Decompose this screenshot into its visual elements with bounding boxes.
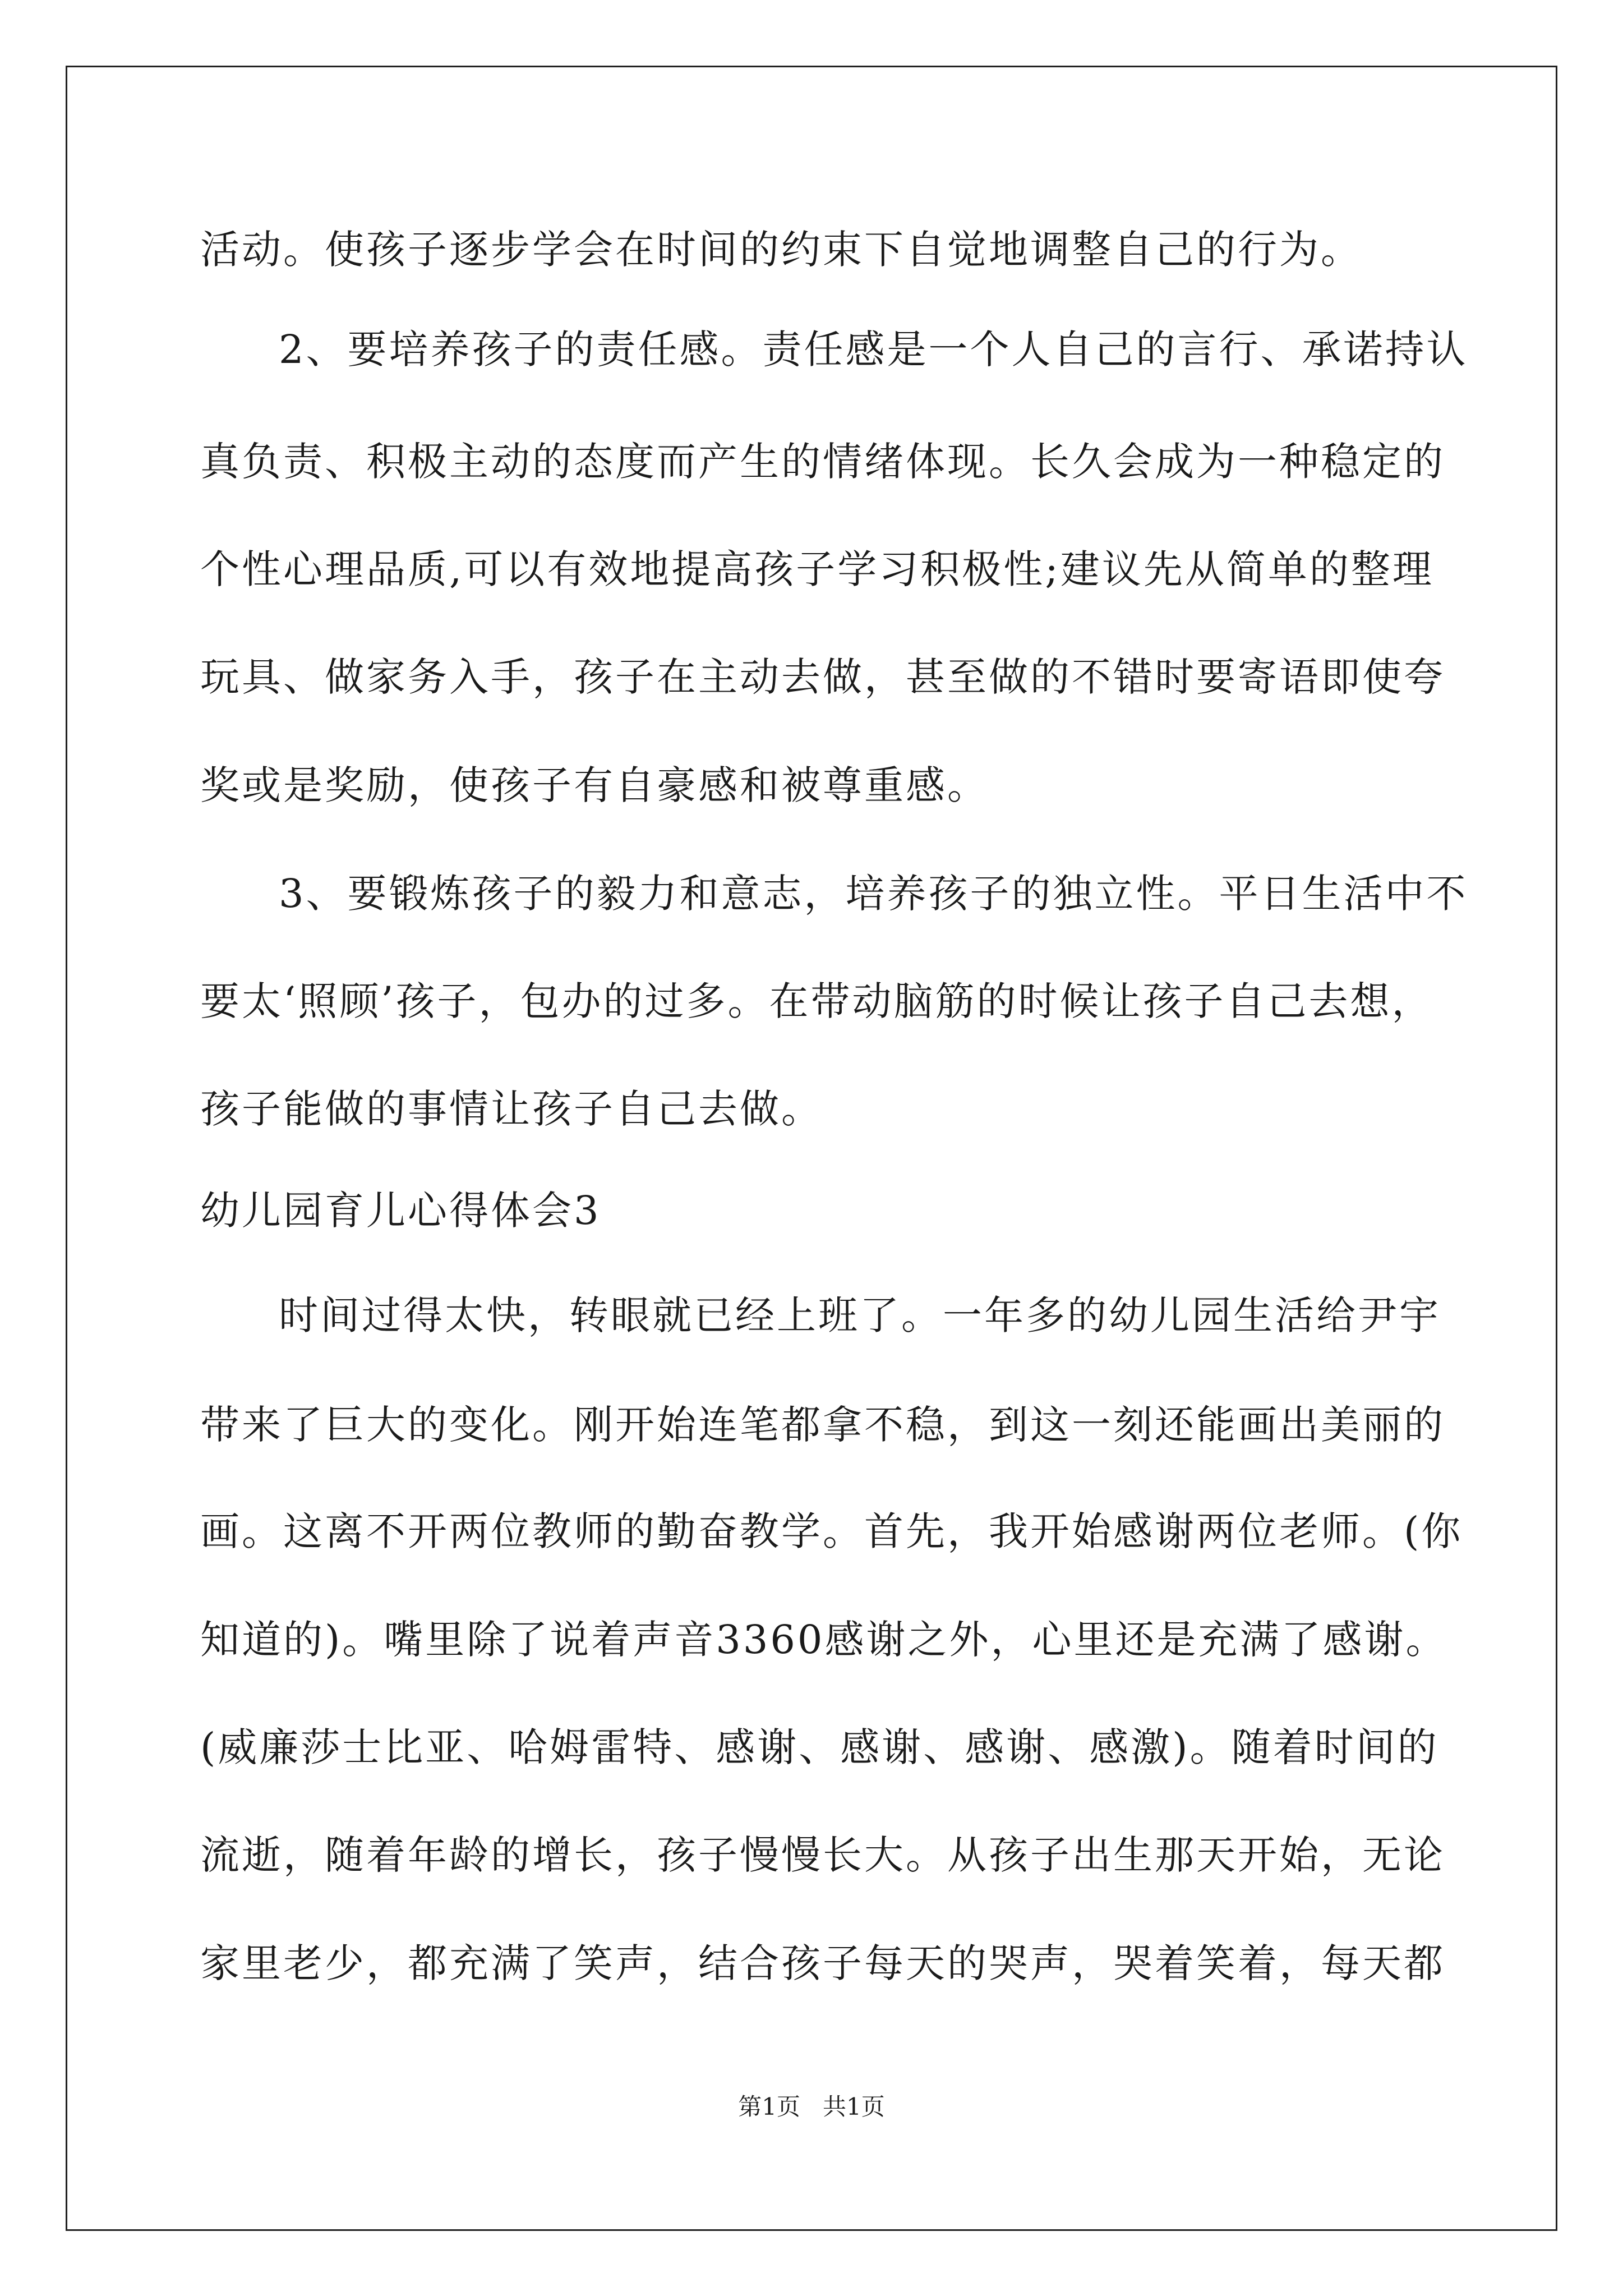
text-line-8: 要太‘照顾’孩子，包办的过多。在带动脑筋的时候让孩子自己去想， [200,978,1433,1024]
text-line-17: 家里老少，都充满了笑声，结合孩子每天的哭声，哭着笑着，每天都 [200,1940,1445,1986]
text-line-7: 3、要锻炼孩子的毅力和意志，培养孩子的独立性。平日生活中不 [279,871,1468,917]
text-line-5: 玩具、做家务入手，孩子在主动去做，甚至做的不错时要寄语即使夸 [200,654,1445,700]
page-footer: 第1页 共1页 [738,2093,885,2120]
text-line-11: 时间过得太快，转眼就已经上班了。一年多的幼儿园生活给尹宇 [279,1292,1441,1338]
text-line-3: 真负责、积极主动的态度而产生的情绪体现。长久会成为一种稳定的 [200,439,1445,485]
text-line-9: 孩子能做的事情让孩子自己去做。 [200,1086,823,1132]
section-heading: 幼儿园育儿心得体会3 [200,1188,601,1234]
text-line-15: (威廉莎士比亚、哈姆雷特、感谢、感谢、感谢、感激)。随着时间的 [200,1724,1439,1770]
text-line-1: 活动。使孩子逐步学会在时间的约束下自觉地调整自己的行为。 [200,227,1362,273]
text-line-12: 带来了巨大的变化。刚开始连笔都拿不稳，到这一刻还能画出美丽的 [200,1402,1445,1448]
text-line-16: 流逝，随着年龄的增长，孩子慢慢长大。从孩子出生那天开始，无论 [200,1832,1445,1878]
text-line-14: 知道的)。嘴里除了说着声音3360感谢之外，心里还是充满了感谢。 [200,1617,1447,1663]
text-line-6: 奖或是奖励，使孩子有自豪感和被尊重感。 [200,762,989,808]
text-line-2: 2、要培养孩子的责任感。责任感是一个人自己的言行、承诺持认 [279,326,1468,372]
text-line-4: 个性心理品质,可以有效地提高孩子学习积极性;建议先从简单的整理 [200,546,1434,592]
text-line-13: 画。这离不开两位教师的勤奋教学。首先，我开始感谢两位老师。(你 [200,1508,1463,1554]
page-border [66,66,1557,2231]
